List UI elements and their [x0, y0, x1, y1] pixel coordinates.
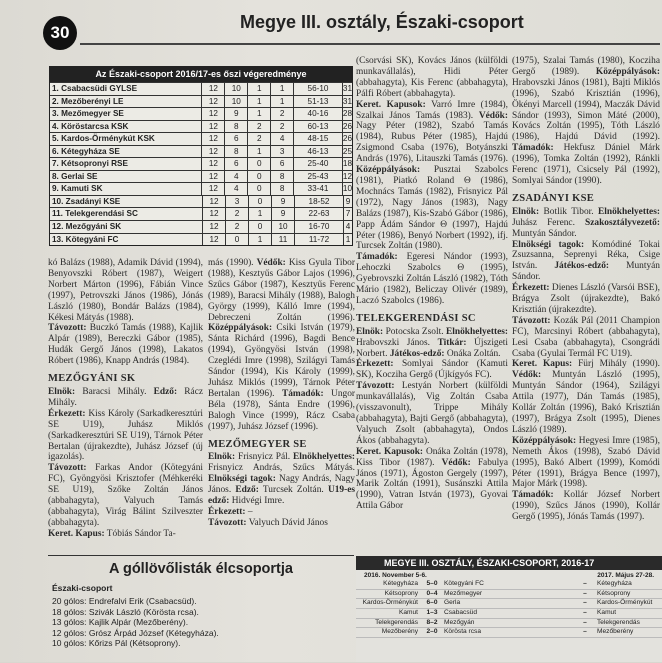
fixture-home: [509, 590, 573, 599]
section-heading-telekgerendas: TELEKGERENDÁSI SC: [356, 312, 476, 324]
standings-cell-l: 9: [272, 208, 295, 220]
standings-cell-d: 1: [248, 108, 271, 120]
standings-rows: [50, 82, 352, 245]
standings-cell-pts: 7: [345, 209, 351, 219]
standings-cell-l: 10: [272, 221, 295, 233]
fixture-score: 6–0: [426, 599, 438, 607]
standings-cell-pts: 28: [342, 109, 353, 119]
fixture-row: [509, 628, 662, 638]
standings-cell-d: 0: [249, 196, 272, 208]
standings-cell-name: 11. Telekgerendási SC: [50, 208, 203, 220]
standings-cell-p: 12: [202, 146, 225, 158]
standings-cell-d: 2: [248, 133, 271, 145]
standings-cell-pts: 25: [342, 146, 353, 156]
standings-cell-l: 6: [271, 158, 294, 170]
standings-cell-pts: 31: [342, 96, 353, 106]
standings-cell-pts: 12: [342, 171, 353, 181]
fixture-row: [509, 619, 662, 629]
paragraph: Érkezett: Dienes László (Varsói BSE), Brágya Zsolt (újrakezdte), Bakó Krisztián (újrakezdte).: [512, 283, 660, 315]
standings-cell-w: 2: [226, 221, 249, 233]
top-scorer-line: 10 gólos: Kőrizs Pál (Kétsoprony).: [52, 638, 181, 648]
fixture-score: –: [583, 589, 587, 597]
standings-cell-d: 0: [248, 171, 271, 183]
standings-cell-d: 1: [248, 146, 271, 158]
fixture-row: [356, 580, 509, 590]
standings-cell-w: 6: [225, 133, 248, 145]
standings-cell-g: 25-40: [294, 158, 343, 170]
fixture-home: Kardos-Örménykút: [362, 599, 418, 607]
standings-row: [50, 233, 352, 246]
fixture-home: Mezőberény: [381, 628, 418, 636]
fixture-score: 0–4: [426, 589, 438, 597]
paragraph: (1975), Szalai Tamás (1980), Kocziha Gergő (1989). Középpályások: Hrabovszki János (1981), Bajti Miklós (1996), Szabó Krisztián (1996), Ökényi Marcell (1994), Maczák Dávid Sándor (1993), Simon Máté (2000), Kovács Zoltán (1995), Tóth László (1986), Hajdú Dávid (1992). Támadók: Hekfusz Dániel Márk (1996), Tomka Zoltán (1992), Ránkli Ferenc (1971), Csicsely Pál (1992), Somlyai Sándor (1990).: [512, 56, 660, 186]
standings-cell-p: 12: [202, 83, 225, 95]
fixture-score: –: [583, 618, 587, 626]
standings-row: [50, 220, 352, 233]
paragraph: Keret. Kapus: Tóbiás Sándor Ta-: [48, 528, 176, 539]
header-divider: [80, 43, 660, 45]
standings-cell-pts: 1: [345, 234, 351, 244]
standings-cell-pts: 26: [342, 121, 353, 131]
standings-cell-name: 13. Kötegyáni FC: [50, 234, 203, 246]
standings-cell-name: 9. Kamuti SK: [50, 183, 202, 195]
paragraph: Távozott: Valyuch Dávid János: [208, 517, 328, 528]
standings-cell-g: 16-70: [295, 221, 344, 233]
standings-cell-w: 6: [225, 158, 248, 170]
fixture-away: Kétegyháza: [597, 580, 632, 587]
standings-cell-w: 8: [225, 146, 248, 158]
standings-cell-l: 1: [271, 96, 294, 108]
paragraph: Távozott: Buczkó Tamás (1988), Kajlik Alpár (1989), Bereczki Gábor (1985), Hudák Gergő János (1998), Lakatos Róbert (1986), Knapp András (1984).: [48, 323, 204, 367]
standings-cell-d: 1: [248, 83, 271, 95]
standings-row: [50, 132, 352, 145]
fixture-score: 1–3: [426, 609, 438, 617]
standings-cell-g: 48-15: [294, 133, 343, 145]
text-column-4: [512, 56, 660, 523]
paragraph: Keret. Kapus: Fürj Mihály (1990). Védők: Muntyán László (1995), Muntyán Sándor (1964), Szilágyi Attila (1977), Dán Tamás (1985), Kollár Zoltán (1996), Bakó Krisztián (1997), Brágya Zsolt (1995), Dienes László (1989).: [512, 359, 661, 435]
standings-cell-p: 12: [202, 96, 225, 108]
standings-cell-name: 4. Köröstarcsa KSK: [50, 121, 202, 133]
fixture-away: Mezőmegyer: [444, 589, 483, 597]
standings-cell-l: 3: [271, 146, 294, 158]
paragraph: Keret. Kapusok: Varró Imre (1984), Szalkai János Tamás (1983). Védők: Nagy Péter (1982), Szabó Tamás (1984), Rubus Péter (1985), Hajdú Zsigmond Csaba (1976), Botyánszki András (1976), Litauszki Tamás (1976). Középpályások: Pusztai Szabolcs (1981), Piatkó Roland Θ (1986), Mochnács Tamás (1982), Frisnyicz Pál (1972), Nagy János (1983), Nagy Balázs (1987), Kis-Szabó Gábor (1986), Papp Ádám Sándor Θ (1997), Hajdú Péter (1986), Benyó Norbert (1992), ifj. Turcsek Zoltán (1980).: [356, 99, 509, 252]
section-heading-zsadany: ZSADÁNYI KSE: [512, 192, 595, 204]
fixture-home: Telekgerendás: [375, 618, 418, 626]
standings-row: [50, 82, 352, 95]
standings-cell-pts: 18: [342, 159, 353, 169]
text-column-1: [48, 258, 203, 540]
standings-cell-g: 40-16: [294, 108, 343, 120]
fixtures-columns: [356, 580, 662, 638]
fixture-row: [356, 628, 509, 638]
paragraph: más (1990). Védők: Kiss Gyula Tibor (1988), Kesztyűs Gábor Lajos (1996), Szűcs Gábor (1987), Kesztyűs Ferenc (1989), Baracsi Mihály (1988), Balogh György (1999), Kálló Imre (1994), Debreczeni Zoltán (1996). Középpályások: Csiki István (1979), Sánta Richárd (1996), Bagdi Bence (1994), Gyöngyösi István (1998), Czeglédi Imre (1998), Szilágyi Tamás Sándor (1994), Kis Károly (1999), Juhász Miklós (1999), Tárnok Péter Bertalan (1996). Támadók: Ungor Béla (1978), Sánta Endre (1996), Balogh Vince (1999), Rácz Csaba (1997), Juhász József (1996).: [208, 258, 356, 432]
fixture-score: –: [583, 599, 587, 607]
standings-cell-g: 22-63: [295, 208, 344, 220]
standings-row: [50, 95, 352, 108]
standings-cell-l: 4: [271, 133, 294, 145]
standings-cell-pts: 31: [342, 84, 353, 93]
standings-cell-w: 4: [225, 171, 248, 183]
fixture-row: [356, 599, 509, 609]
top-scorer-line: 18 gólos: Szivák László (Körösta rcsa).: [52, 606, 199, 617]
fixture-away: Mezőberény: [597, 628, 634, 636]
paragraph: Támadók: Kollár József Norbert (1990), Szűcs János (1990), Kollár Gergő (1995), Jónás Tamás (1997).: [512, 490, 660, 523]
fixture-away: Csabacsüd: [444, 609, 477, 617]
fixture-home: Kamut: [398, 609, 418, 617]
fixtures-right: [509, 580, 662, 638]
standings-cell-p: 12: [202, 133, 225, 145]
fixture-row: [356, 609, 509, 619]
standings-cell-p: 12: [203, 234, 226, 246]
paragraph: Támadók: Egeresi Nándor (1993), Lehoczki Szabolcs Θ (1995), Gyebrovszki Zoltán László (1982), Tóth Mário (1982), Beliczay Olivér (1989), Laczó Szabolcs (1986).: [356, 252, 508, 306]
fixture-home: Kétegyháza: [383, 580, 418, 587]
standings-cell-w: 10: [225, 83, 248, 95]
standings-cell-p: 12: [202, 183, 225, 195]
standings-cell-name: 8. Gerlai SE: [50, 171, 202, 183]
standings-cell-d: 1: [249, 234, 272, 246]
top-scorers-box: [48, 555, 354, 663]
standings-cell-d: 0: [249, 221, 272, 233]
fixture-away: Kamut: [597, 609, 617, 617]
standings-cell-name: 2. Mezőberényi LE: [50, 96, 202, 108]
top-scorer-line: 20 gólos: Endrefalvi Erik (Csabacsüd).: [52, 596, 197, 606]
paragraph: Érkezett: Kiss Károly (Sarkadkeresztúri SE U19), Juhász Miklós (Sarkadkeresztúri SE U19), Tárnok Péter Bertalan (újrakezdte), Juhász József (új igazolás).: [48, 408, 204, 463]
paragraph: Elnök: Frisnyicz Pál. Elnökhelyettes: Frisnyicz András, Szűcs Mátyás. Elnökségi tagok: Nagy András, Nagy János. Edző: Turcsek Zoltán. U19-es edző: Hidvégi Imre.: [208, 452, 356, 507]
paragraph: Távozott: Lestyán Norbert (külföldi munkavállalás), Vig Zoltán Csaba (visszavonult), Trippe Mihály (abbahagyta), Bajti Gergő (abbahagyta), Valyuch Zsolt (abbahagyta), Ondos Ákos (abbahagyta).: [356, 381, 509, 446]
fixture-away: Kötegyáni FC: [444, 580, 484, 587]
fixture-row: [509, 590, 662, 600]
fixture-row: [509, 599, 662, 609]
standings-cell-g: 51-13: [294, 96, 343, 108]
paragraph: Elnök: Botlik Tibor. Elnökhelyettes: Juhász Ferenc. Szakosztályvezető: Muntyán Sándor.: [512, 206, 660, 239]
standings-cell-w: 10: [225, 96, 248, 108]
fixtures-title: MEGYE III. OSZTÁLY, ÉSZAKI-CSOPORT, 2016-17: [356, 556, 662, 570]
fixtures-box: [356, 556, 662, 662]
fixture-home: [509, 580, 573, 589]
standings-cell-w: 2: [226, 208, 249, 220]
top-scorers-title: A góllövőlisták élcsoportja: [109, 561, 293, 577]
standings-cell-d: 1: [249, 208, 272, 220]
standings-cell-pts: 10: [342, 184, 353, 194]
standings-cell-g: 33-41: [294, 183, 343, 195]
paragraph: kó Balázs (1988), Adamik Dávid (1994), Benyovszki Róbert (1987), Weigert Norbert Márton (1996), Fábián Vince (1997), Petrovszki János (1986), Jónás László (1980), Bondár Balázs (1984), Kékesi Mátyás (1988).: [48, 258, 203, 323]
standings-row: [50, 207, 352, 220]
fixture-away: Kardos-Örménykút: [597, 599, 653, 607]
standings-title: Az Északi-csoport 2016/17-es őszi végeredménye: [50, 67, 352, 82]
standings-cell-name: 10. Zsadányi KSE: [50, 196, 203, 208]
standings-cell-l: 9: [272, 196, 295, 208]
standings-cell-l: 2: [271, 108, 294, 120]
fixture-row: [509, 609, 662, 619]
fixture-row: [509, 580, 662, 590]
standings-row: [50, 157, 352, 170]
standings-row: [50, 170, 352, 183]
fixture-home: [509, 619, 573, 628]
standings-row: [50, 145, 352, 158]
standings-row: [50, 195, 352, 208]
standings-cell-p: 12: [202, 158, 225, 170]
paragraph: Érkezett: –: [208, 506, 253, 517]
fixture-away: Gerla: [444, 599, 461, 607]
standings-cell-g: 11-72: [295, 234, 344, 246]
fixture-row: [356, 590, 509, 600]
fixtures-left: [356, 580, 509, 638]
fixture-away: Körösta rcsa: [444, 628, 482, 636]
standings-cell-name: 1. Csabacsüdi GYLSE: [50, 83, 202, 95]
standings-cell-d: 1: [248, 96, 271, 108]
standings-cell-pts: 9: [345, 196, 351, 206]
paragraph: Keret. Kapusok: Onáka Zoltán (1978), Kiss Tibor (1987). Védők: Fabulya János (1971), Ágoston Gergely (1997), Marik Zoltán (1991), Susánszki Attila (1990), Vatran István (1973), Gyovai Attila Gábor: [356, 446, 509, 512]
section-heading-mezomegyer: MEZŐMEGYER SE: [208, 438, 307, 450]
standings-cell-name: 3. Mezőmegyer SE: [50, 108, 202, 120]
standings-cell-w: 9: [225, 108, 248, 120]
standings-cell-name: 5. Kardos-Örménykút KSK: [50, 133, 202, 145]
fixture-away: Telekgerendás: [597, 618, 640, 626]
standings-row: [50, 182, 352, 195]
standings-cell-g: 60-13: [294, 121, 343, 133]
standings-cell-pts: 4: [345, 222, 351, 232]
top-scorer-line: 12 gólos: Grósz Árpád József (Kétegyháza).: [52, 627, 219, 638]
standings-cell-p: 12: [203, 221, 226, 233]
text-column-2: [208, 258, 355, 529]
round-date-left: 2016. November 5-6.: [364, 572, 427, 579]
standings-cell-name: 7. Kétsopronyi RSE: [50, 158, 202, 170]
fixture-score: 5–0: [426, 580, 438, 587]
paragraph: (Csorvási SK), Kovács János (külföldi munkavállalás), Hidi Péter (abbahagyta), Kis Ferenc (abbahagyta), Pálfi Róbert (abbahagyta).: [356, 56, 508, 99]
standings-cell-pts: 26: [342, 134, 353, 144]
fixture-away: Mezőgyán: [444, 618, 475, 626]
fixture-score: –: [583, 628, 587, 636]
standings-cell-l: 11: [272, 234, 295, 246]
fixtures-rounds: [356, 570, 662, 580]
round-date-right: 2017. Május 27-28.: [597, 572, 654, 579]
standings-cell-p: 12: [203, 208, 226, 220]
top-scorers-list: [48, 596, 354, 649]
standings-cell-g: 46-13: [294, 146, 343, 158]
standings-cell-w: 3: [226, 196, 249, 208]
standings-cell-p: 12: [203, 196, 226, 208]
standings-row: [50, 120, 352, 133]
paragraph: Elnök: Potocska Zsolt. Elnökhelyettes: Hrabovszki János. Titkár: Újszigeti Norbert. Játékos-edző: Onáka Zoltán.: [356, 326, 509, 359]
standings-row: [50, 107, 352, 120]
fixture-away: Kétsoprony: [597, 589, 631, 597]
standings-cell-p: 12: [202, 108, 225, 120]
standings-cell-w: 4: [225, 183, 248, 195]
fixture-home: [509, 599, 573, 608]
standings-cell-d: 0: [248, 183, 271, 195]
page-title: Megye III. osztály, Északi-csoport: [240, 12, 524, 32]
standings-table: [49, 66, 353, 246]
standings-cell-l: 1: [271, 83, 294, 95]
standings-cell-d: 2: [248, 121, 271, 133]
standings-cell-l: 8: [271, 171, 294, 183]
standings-cell-name: 6. Kétegyháza SE: [50, 146, 202, 158]
page-number-badge: 30: [43, 16, 77, 50]
standings-cell-name: 12. Mezőgyáni SK: [50, 221, 203, 233]
section-heading-mezogyan: MEZŐGYÁNI SK: [48, 373, 136, 385]
standings-cell-d: 0: [248, 158, 271, 170]
standings-cell-g: 18-52: [295, 196, 344, 208]
top-scorer-line: 13 gólos: Kajlik Alpár (Mezőberény).: [52, 617, 189, 627]
text-column-3: [356, 56, 508, 512]
standings-cell-p: 12: [202, 121, 225, 133]
standings-cell-l: 8: [271, 183, 294, 195]
fixture-score: –: [583, 609, 587, 617]
fixture-score: 2–0: [426, 628, 438, 636]
paragraph: Elnök: Baracsi Mihály. Edző: Rácz Mihály.: [48, 386, 204, 408]
paragraph: Elnökségi tagok: Komódiné Tokai Zsuzsanna, Seprenyi Réka, Csige István. Játékos-edző: Muntyán Sándor.: [512, 239, 660, 283]
fixture-home: [509, 628, 573, 637]
paragraph: Távozott: Farkas Andor (Kötegyáni FC), Gyöngyösi Krisztofer (Méhkeréki SE U19), Szőke Zoltán János (abbahagyta), Valyuch Tamás (abbahagyta), Virág Bálint Szilveszter (abbahagyta).: [48, 463, 204, 528]
fixture-home: [509, 609, 573, 618]
fixture-score: –: [583, 580, 587, 587]
fixture-home: Kétsoprony: [384, 589, 418, 597]
fixture-row: [356, 619, 509, 629]
fixture-score: 8–2: [426, 618, 438, 626]
standings-cell-p: 12: [202, 171, 225, 183]
paragraph: Középpályások: Hegyesi Imre (1985), Nemeth Ákos (1998), Szabó Dávid (1995), Bakó Albert (1999), Komódi Péter (1991), Brágya Bence (1997), Major Márk (1998).: [512, 435, 660, 490]
standings-cell-g: 56-10: [294, 83, 343, 95]
paragraph: Érkezett: Somlyai Sándor (Kamuti SK), Kocziha Gergő (Újkígyós FC).: [356, 359, 508, 381]
paragraph: Távozott: Kozák Pál (2011 Champion FC), Marcsinyi Róbert (abbahagyta), Lesi Csaba (abbahagyta), Csongrádi Csaba (Gyulai Termál FC U19).: [512, 315, 660, 359]
top-scorers-subtitle: Északi-csoport: [52, 583, 113, 593]
standings-cell-w: 8: [225, 121, 248, 133]
standings-cell-g: 25-43: [294, 171, 343, 183]
standings-cell-w: 0: [226, 234, 249, 246]
standings-cell-l: 2: [271, 121, 294, 133]
